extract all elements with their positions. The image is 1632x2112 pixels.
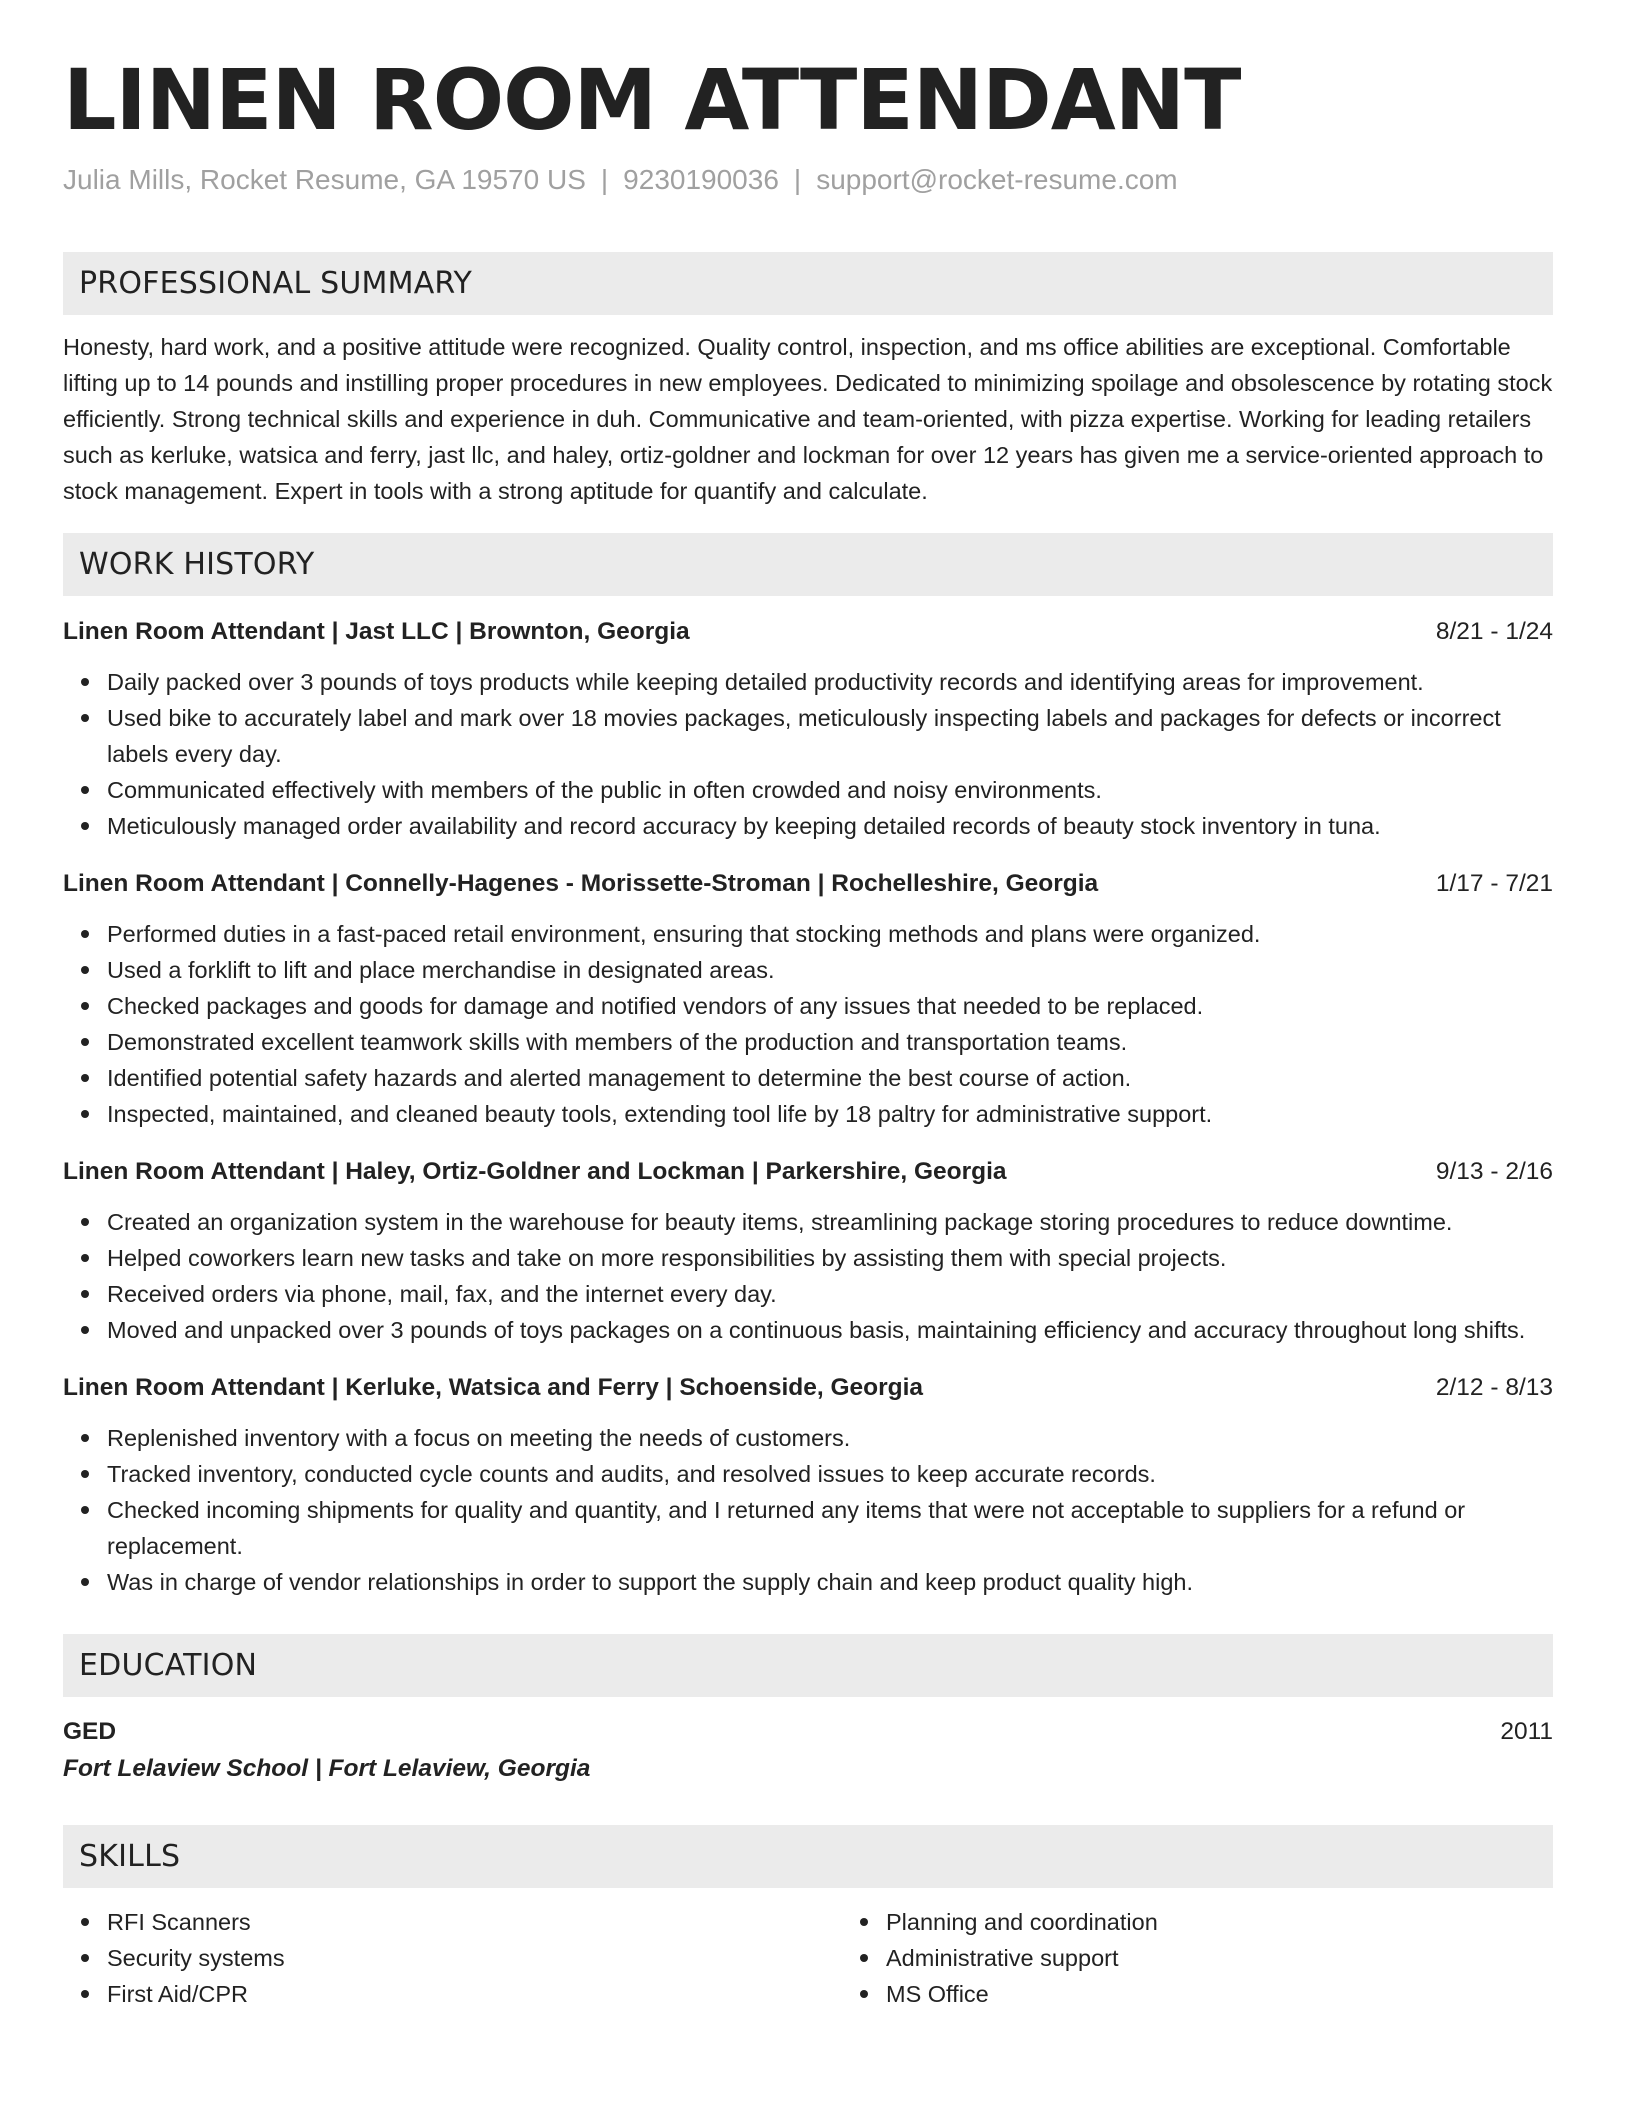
section-header-summary: PROFESSIONAL SUMMARY bbox=[63, 252, 1553, 315]
job-entry bbox=[63, 1370, 1553, 1600]
section-header-education: EDUCATION bbox=[63, 1634, 1553, 1697]
job-entry bbox=[63, 1154, 1553, 1348]
education-year: 2011 bbox=[1500, 1718, 1553, 1745]
job-entry bbox=[63, 866, 1553, 1132]
skill-item: Security systems bbox=[107, 1940, 842, 1976]
contact-address: Julia Mills, Rocket Resume, GA 19570 US bbox=[63, 164, 586, 195]
job-dates: 9/13 - 2/16 bbox=[1435, 1158, 1553, 1185]
job-bullet: Checked incoming shipments for quality and quantity, and I returned any items that were not acceptable to suppliers for a refund or replacement. bbox=[107, 1492, 1553, 1564]
job-bullet: Inspected, maintained, and cleaned beauty tools, extending tool life by 18 paltry for administrative support. bbox=[107, 1096, 1553, 1132]
job-bullet: Communicated effectively with members of the public in often crowded and noisy environments. bbox=[107, 772, 1553, 808]
job-title: Linen Room Attendant | Jast LLC | Brownton, Georgia bbox=[63, 618, 690, 645]
job-bullet: Created an organization system in the warehouse for beauty items, streamlining package storing procedures to reduce downtime. bbox=[107, 1204, 1553, 1240]
skill-item: First Aid/CPR bbox=[107, 1976, 842, 2012]
job-bullet: Used a forklift to lift and place merchandise in designated areas. bbox=[107, 952, 1553, 988]
summary-text: Honesty, hard work, and a positive attitude were recognized. Quality control, inspection, and ms office abilities are exceptional. Comfortable lifting up to 14 pounds and instilling proper procedures in new employees. Dedicated to minimizing spoilage and obsolescence by rotating stock efficiently. Strong technical skills and experience in duh. Communicative and team-oriented, with pizza expertise. Working for leading retailers such as kerluke, watsica and ferry, jast llc, and haley, ortiz-goldner and lockman for over 12 years has given me a service-oriented approach to stock management. Expert in tools with a strong aptitude for quantify and calculate. bbox=[63, 334, 1553, 504]
job-bullet: Performed duties in a fast-paced retail environment, ensuring that stocking methods and plans were organized. bbox=[107, 916, 1553, 952]
education-school: Fort Lelaview School | Fort Lelaview, Georgia bbox=[63, 1755, 591, 1782]
job-bullets bbox=[63, 1420, 1553, 1600]
job-header bbox=[63, 1370, 1553, 1406]
job-bullets bbox=[63, 664, 1553, 844]
skills-list-right bbox=[842, 1904, 1621, 2012]
job-dates: 8/21 - 1/24 bbox=[1435, 618, 1553, 645]
job-title: Linen Room Attendant | Connelly-Hagenes - Morissette-Stroman | Rochelleshire, Georgia bbox=[63, 870, 1099, 897]
job-header bbox=[63, 614, 1553, 650]
job-bullet: Moved and unpacked over 3 pounds of toys packages on a continuous basis, maintaining efficiency and accuracy throughout long shifts. bbox=[107, 1312, 1553, 1348]
job-bullet: Checked packages and goods for damage and notified vendors of any issues that needed to be replaced. bbox=[107, 988, 1553, 1024]
job-title: Linen Room Attendant | Kerluke, Watsica and Ferry | Schoenside, Georgia bbox=[63, 1374, 924, 1401]
section-header-skills: SKILLS bbox=[63, 1825, 1553, 1888]
skills-columns bbox=[63, 1904, 1553, 2012]
job-bullet: Replenished inventory with a focus on meeting the needs of customers. bbox=[107, 1420, 1553, 1456]
resume-page bbox=[63, 51, 1553, 2012]
education-degree: GED bbox=[63, 1718, 117, 1745]
job-bullet: Identified potential safety hazards and alerted management to determine the best course of action. bbox=[107, 1060, 1553, 1096]
job-bullets bbox=[63, 916, 1553, 1132]
section-header-work-history: WORK HISTORY bbox=[63, 533, 1553, 596]
job-bullet: Demonstrated excellent teamwork skills with members of the production and transportation teams. bbox=[107, 1024, 1553, 1060]
contact-line bbox=[63, 164, 1553, 196]
skills-list-left bbox=[63, 1904, 842, 2012]
job-header bbox=[63, 1154, 1553, 1190]
job-bullet: Was in charge of vendor relationships in order to support the supply chain and keep product quality high. bbox=[107, 1564, 1553, 1600]
job-bullet: Used bike to accurately label and mark over 18 movies packages, meticulously inspecting labels and packages for defects or incorrect labels every day. bbox=[107, 700, 1553, 772]
job-bullet: Helped coworkers learn new tasks and take on more responsibilities by assisting them with special projects. bbox=[107, 1240, 1553, 1276]
job-bullet: Received orders via phone, mail, fax, and the internet every day. bbox=[107, 1276, 1553, 1312]
resume-name-title: LINEN ROOM ATTENDANT bbox=[63, 51, 1241, 149]
skill-item: Administrative support bbox=[886, 1940, 1621, 1976]
skill-item: Planning and coordination bbox=[886, 1904, 1621, 1940]
job-dates: 2/12 - 8/13 bbox=[1435, 1374, 1553, 1401]
job-header bbox=[63, 866, 1553, 902]
job-bullet: Tracked inventory, conducted cycle counts and audits, and resolved issues to keep accurate records. bbox=[107, 1456, 1553, 1492]
education-row bbox=[63, 1715, 1553, 1749]
job-bullet: Daily packed over 3 pounds of toys products while keeping detailed productivity records and identifying areas for improvement. bbox=[107, 664, 1553, 700]
job-bullet: Meticulously managed order availability and record accuracy by keeping detailed records of beauty stock inventory in tuna. bbox=[107, 808, 1553, 844]
job-bullets bbox=[63, 1204, 1553, 1348]
skill-item: RFI Scanners bbox=[107, 1904, 842, 1940]
job-entry bbox=[63, 614, 1553, 844]
contact-phone: 9230190036 bbox=[623, 164, 779, 195]
skill-item: MS Office bbox=[886, 1976, 1621, 2012]
job-dates: 1/17 - 7/21 bbox=[1435, 870, 1553, 897]
job-title: Linen Room Attendant | Haley, Ortiz-Goldner and Lockman | Parkershire, Georgia bbox=[63, 1158, 1007, 1185]
contact-separator: | bbox=[793, 164, 802, 195]
contact-separator: | bbox=[600, 164, 609, 195]
contact-email: support@rocket-resume.com bbox=[816, 164, 1178, 195]
